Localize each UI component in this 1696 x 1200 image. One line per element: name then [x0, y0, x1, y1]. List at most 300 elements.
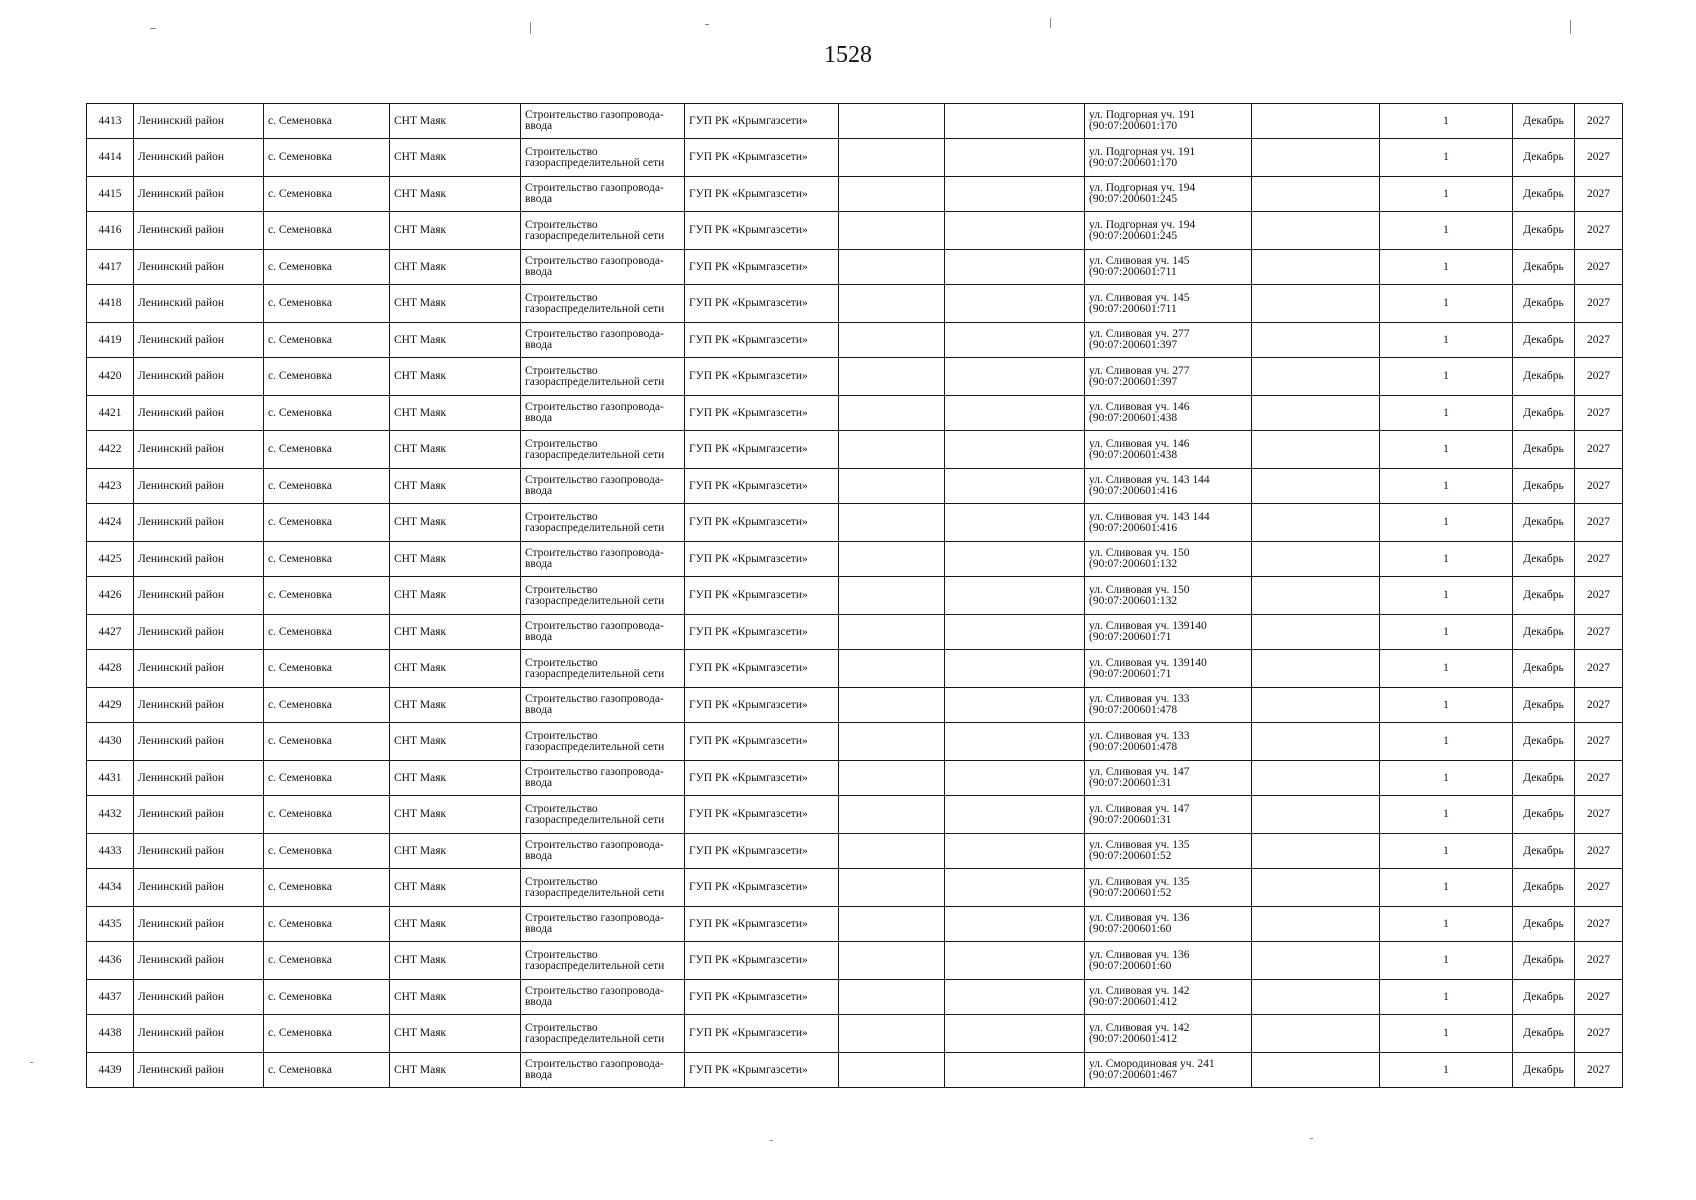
address-cell: ул. Подгорная уч. 194 (90:07:200601:245 [1085, 212, 1252, 250]
empty-cell [839, 942, 945, 980]
district-cell: Ленинский район [134, 869, 264, 907]
empty-cell [945, 577, 1085, 615]
snt-cell: СНТ Маяк [390, 869, 521, 907]
work-type-cell: Строительство газораспределительной сети [521, 796, 685, 834]
month-cell: Декабрь [1513, 139, 1575, 177]
district-cell: Ленинский район [134, 431, 264, 469]
quantity-cell: 1 [1380, 688, 1513, 723]
district-cell: Ленинский район [134, 615, 264, 650]
address-cell: ул. Смородиновая уч. 241 (90:07:200601:467 [1085, 1053, 1252, 1088]
address-cell: ул. Сливовая уч. 145 (90:07:200601:711 [1085, 285, 1252, 323]
table-body [87, 104, 1623, 1088]
table-row [87, 688, 1623, 723]
year-cell: 2027 [1575, 1015, 1623, 1053]
organization-cell: ГУП РК «Крымгазсети» [685, 869, 839, 907]
address-cell: ул. Сливовая уч. 135 (90:07:200601:52 [1085, 869, 1252, 907]
work-type-cell: Строительство газораспределительной сети [521, 139, 685, 177]
work-type-cell: Строительство газопровода-ввода [521, 542, 685, 577]
page-number: 1528 [824, 42, 872, 68]
village-cell: с. Семеновка [264, 1053, 390, 1088]
empty-cell [945, 650, 1085, 688]
empty-cell [1252, 650, 1380, 688]
organization-cell: ГУП РК «Крымгазсети» [685, 358, 839, 396]
organization-cell: ГУП РК «Крымгазсети» [685, 504, 839, 542]
district-cell: Ленинский район [134, 285, 264, 323]
empty-cell [1252, 869, 1380, 907]
year-cell: 2027 [1575, 577, 1623, 615]
organization-cell: ГУП РК «Крымгазсети» [685, 615, 839, 650]
works-table [86, 103, 1623, 1088]
snt-cell: СНТ Маяк [390, 688, 521, 723]
empty-cell [945, 358, 1085, 396]
work-type-cell: Строительство газопровода-ввода [521, 834, 685, 869]
work-type-cell: Строительство газопровода-ввода [521, 615, 685, 650]
empty-cell [839, 834, 945, 869]
snt-cell: СНТ Маяк [390, 796, 521, 834]
row-number-cell: 4422 [87, 431, 134, 469]
table-row [87, 139, 1623, 177]
year-cell: 2027 [1575, 542, 1623, 577]
empty-cell [945, 615, 1085, 650]
work-type-cell: Строительство газопровода-ввода [521, 177, 685, 212]
organization-cell: ГУП РК «Крымгазсети» [685, 212, 839, 250]
table-row [87, 250, 1623, 285]
month-cell: Декабрь [1513, 1015, 1575, 1053]
district-cell: Ленинский район [134, 980, 264, 1015]
year-cell: 2027 [1575, 907, 1623, 942]
year-cell: 2027 [1575, 285, 1623, 323]
empty-cell [945, 723, 1085, 761]
year-cell: 2027 [1575, 723, 1623, 761]
snt-cell: СНТ Маяк [390, 577, 521, 615]
address-cell: ул. Сливовая уч. 150 (90:07:200601:132 [1085, 542, 1252, 577]
year-cell: 2027 [1575, 323, 1623, 358]
snt-cell: СНТ Маяк [390, 1015, 521, 1053]
year-cell: 2027 [1575, 358, 1623, 396]
district-cell: Ленинский район [134, 1015, 264, 1053]
snt-cell: СНТ Маяк [390, 212, 521, 250]
empty-cell [945, 177, 1085, 212]
empty-cell [945, 869, 1085, 907]
work-type-cell: Строительство газопровода-ввода [521, 1053, 685, 1088]
work-type-cell: Строительство газораспределительной сети [521, 212, 685, 250]
table-row [87, 542, 1623, 577]
village-cell: с. Семеновка [264, 688, 390, 723]
organization-cell: ГУП РК «Крымгазсети» [685, 577, 839, 615]
address-cell: ул. Сливовая уч. 142 (90:07:200601:412 [1085, 980, 1252, 1015]
table-row [87, 323, 1623, 358]
organization-cell: ГУП РК «Крымгазсети» [685, 177, 839, 212]
empty-cell [839, 177, 945, 212]
quantity-cell: 1 [1380, 834, 1513, 869]
scan-speck [770, 1140, 773, 1141]
district-cell: Ленинский район [134, 396, 264, 431]
year-cell: 2027 [1575, 104, 1623, 139]
village-cell: с. Семеновка [264, 650, 390, 688]
work-type-cell: Строительство газораспределительной сети [521, 723, 685, 761]
quantity-cell: 1 [1380, 504, 1513, 542]
snt-cell: СНТ Маяк [390, 469, 521, 504]
address-cell: ул. Сливовая уч. 145 (90:07:200601:711 [1085, 250, 1252, 285]
row-number-cell: 4439 [87, 1053, 134, 1088]
village-cell: с. Семеновка [264, 980, 390, 1015]
empty-cell [1252, 469, 1380, 504]
row-number-cell: 4415 [87, 177, 134, 212]
quantity-cell: 1 [1380, 177, 1513, 212]
village-cell: с. Семеновка [264, 942, 390, 980]
empty-cell [1252, 212, 1380, 250]
empty-cell [839, 139, 945, 177]
snt-cell: СНТ Маяк [390, 250, 521, 285]
year-cell: 2027 [1575, 834, 1623, 869]
table-row [87, 1015, 1623, 1053]
organization-cell: ГУП РК «Крымгазсети» [685, 723, 839, 761]
address-cell: ул. Сливовая уч. 147 (90:07:200601:31 [1085, 761, 1252, 796]
quantity-cell: 1 [1380, 285, 1513, 323]
village-cell: с. Семеновка [264, 504, 390, 542]
quantity-cell: 1 [1380, 212, 1513, 250]
empty-cell [1252, 796, 1380, 834]
empty-cell [945, 1015, 1085, 1053]
snt-cell: СНТ Маяк [390, 1053, 521, 1088]
row-number-cell: 4429 [87, 688, 134, 723]
snt-cell: СНТ Маяк [390, 761, 521, 796]
month-cell: Декабрь [1513, 542, 1575, 577]
empty-cell [839, 761, 945, 796]
village-cell: с. Семеновка [264, 104, 390, 139]
organization-cell: ГУП РК «Крымгазсети» [685, 688, 839, 723]
row-number-cell: 4419 [87, 323, 134, 358]
district-cell: Ленинский район [134, 212, 264, 250]
village-cell: с. Семеновка [264, 323, 390, 358]
table-row [87, 650, 1623, 688]
empty-cell [1252, 358, 1380, 396]
empty-cell [1252, 761, 1380, 796]
quantity-cell: 1 [1380, 942, 1513, 980]
scan-speck [1050, 18, 1051, 28]
empty-cell [945, 139, 1085, 177]
organization-cell: ГУП РК «Крымгазсети» [685, 761, 839, 796]
village-cell: с. Семеновка [264, 869, 390, 907]
table-row [87, 980, 1623, 1015]
empty-cell [1252, 104, 1380, 139]
quantity-cell: 1 [1380, 469, 1513, 504]
year-cell: 2027 [1575, 139, 1623, 177]
empty-cell [945, 431, 1085, 469]
empty-cell [945, 469, 1085, 504]
empty-cell [1252, 1015, 1380, 1053]
empty-cell [945, 688, 1085, 723]
empty-cell [839, 104, 945, 139]
empty-cell [839, 504, 945, 542]
empty-cell [839, 1053, 945, 1088]
row-number-cell: 4432 [87, 796, 134, 834]
address-cell: ул. Сливовая уч. 143 144 (90:07:200601:416 [1085, 469, 1252, 504]
empty-cell [1252, 1053, 1380, 1088]
village-cell: с. Семеновка [264, 431, 390, 469]
village-cell: с. Семеновка [264, 250, 390, 285]
address-cell: ул. Сливовая уч. 133 (90:07:200601:478 [1085, 688, 1252, 723]
year-cell: 2027 [1575, 250, 1623, 285]
table-row [87, 834, 1623, 869]
village-cell: с. Семеновка [264, 615, 390, 650]
empty-cell [839, 358, 945, 396]
snt-cell: СНТ Маяк [390, 980, 521, 1015]
empty-cell [1252, 139, 1380, 177]
snt-cell: СНТ Маяк [390, 104, 521, 139]
work-type-cell: Строительство газопровода-ввода [521, 323, 685, 358]
address-cell: ул. Подгорная уч. 191 (90:07:200601:170 [1085, 104, 1252, 139]
row-number-cell: 4416 [87, 212, 134, 250]
empty-cell [1252, 431, 1380, 469]
row-number-cell: 4430 [87, 723, 134, 761]
month-cell: Декабрь [1513, 761, 1575, 796]
year-cell: 2027 [1575, 469, 1623, 504]
scan-speck [30, 1062, 33, 1063]
quantity-cell: 1 [1380, 1053, 1513, 1088]
village-cell: с. Семеновка [264, 396, 390, 431]
empty-cell [1252, 723, 1380, 761]
table-row [87, 615, 1623, 650]
year-cell: 2027 [1575, 942, 1623, 980]
address-cell: ул. Сливовая уч. 136 (90:07:200601:60 [1085, 907, 1252, 942]
district-cell: Ленинский район [134, 469, 264, 504]
empty-cell [839, 650, 945, 688]
year-cell: 2027 [1575, 688, 1623, 723]
scan-speck [530, 22, 531, 34]
village-cell: с. Семеновка [264, 542, 390, 577]
row-number-cell: 4433 [87, 834, 134, 869]
table-row [87, 761, 1623, 796]
scan-speck [1570, 20, 1571, 34]
organization-cell: ГУП РК «Крымгазсети» [685, 1053, 839, 1088]
district-cell: Ленинский район [134, 177, 264, 212]
quantity-cell: 1 [1380, 104, 1513, 139]
village-cell: с. Семеновка [264, 139, 390, 177]
month-cell: Декабрь [1513, 796, 1575, 834]
year-cell: 2027 [1575, 1053, 1623, 1088]
district-cell: Ленинский район [134, 907, 264, 942]
village-cell: с. Семеновка [264, 212, 390, 250]
quantity-cell: 1 [1380, 761, 1513, 796]
table-row [87, 907, 1623, 942]
empty-cell [1252, 177, 1380, 212]
snt-cell: СНТ Маяк [390, 396, 521, 431]
work-type-cell: Строительство газопровода-ввода [521, 469, 685, 504]
scan-speck [150, 28, 156, 29]
table-row [87, 358, 1623, 396]
empty-cell [839, 980, 945, 1015]
row-number-cell: 4418 [87, 285, 134, 323]
work-type-cell: Строительство газопровода-ввода [521, 688, 685, 723]
quantity-cell: 1 [1380, 396, 1513, 431]
empty-cell [945, 1053, 1085, 1088]
organization-cell: ГУП РК «Крымгазсети» [685, 834, 839, 869]
snt-cell: СНТ Маяк [390, 723, 521, 761]
empty-cell [1252, 615, 1380, 650]
month-cell: Декабрь [1513, 285, 1575, 323]
address-cell: ул. Сливовая уч. 136 (90:07:200601:60 [1085, 942, 1252, 980]
table-row [87, 431, 1623, 469]
organization-cell: ГУП РК «Крымгазсети» [685, 469, 839, 504]
table-row [87, 869, 1623, 907]
organization-cell: ГУП РК «Крымгазсети» [685, 650, 839, 688]
row-number-cell: 4417 [87, 250, 134, 285]
address-cell: ул. Сливовая уч. 143 144 (90:07:200601:416 [1085, 504, 1252, 542]
village-cell: с. Семеновка [264, 723, 390, 761]
address-cell: ул. Сливовая уч. 277 (90:07:200601:397 [1085, 323, 1252, 358]
row-number-cell: 4434 [87, 869, 134, 907]
district-cell: Ленинский район [134, 1053, 264, 1088]
quantity-cell: 1 [1380, 615, 1513, 650]
empty-cell [945, 761, 1085, 796]
address-cell: ул. Сливовая уч. 150 (90:07:200601:132 [1085, 577, 1252, 615]
table-row [87, 942, 1623, 980]
empty-cell [839, 1015, 945, 1053]
snt-cell: СНТ Маяк [390, 177, 521, 212]
work-type-cell: Строительство газораспределительной сети [521, 869, 685, 907]
month-cell: Декабрь [1513, 504, 1575, 542]
organization-cell: ГУП РК «Крымгазсети» [685, 907, 839, 942]
empty-cell [945, 212, 1085, 250]
empty-cell [1252, 688, 1380, 723]
month-cell: Декабрь [1513, 577, 1575, 615]
row-number-cell: 4424 [87, 504, 134, 542]
district-cell: Ленинский район [134, 834, 264, 869]
empty-cell [945, 250, 1085, 285]
district-cell: Ленинский район [134, 358, 264, 396]
snt-cell: СНТ Маяк [390, 285, 521, 323]
row-number-cell: 4431 [87, 761, 134, 796]
scan-speck [1310, 1138, 1313, 1139]
month-cell: Декабрь [1513, 723, 1575, 761]
empty-cell [945, 104, 1085, 139]
work-type-cell: Строительство газораспределительной сети [521, 504, 685, 542]
empty-cell [1252, 504, 1380, 542]
district-cell: Ленинский район [134, 323, 264, 358]
empty-cell [839, 907, 945, 942]
work-type-cell: Строительство газопровода-ввода [521, 980, 685, 1015]
quantity-cell: 1 [1380, 723, 1513, 761]
village-cell: с. Семеновка [264, 577, 390, 615]
address-cell: ул. Сливовая уч. 146 (90:07:200601:438 [1085, 431, 1252, 469]
snt-cell: СНТ Маяк [390, 542, 521, 577]
organization-cell: ГУП РК «Крымгазсети» [685, 980, 839, 1015]
empty-cell [1252, 834, 1380, 869]
organization-cell: ГУП РК «Крымгазсети» [685, 285, 839, 323]
table-row [87, 796, 1623, 834]
year-cell: 2027 [1575, 796, 1623, 834]
table-row [87, 723, 1623, 761]
empty-cell [839, 615, 945, 650]
address-cell: ул. Сливовая уч. 135 (90:07:200601:52 [1085, 834, 1252, 869]
district-cell: Ленинский район [134, 542, 264, 577]
row-number-cell: 4435 [87, 907, 134, 942]
year-cell: 2027 [1575, 504, 1623, 542]
quantity-cell: 1 [1380, 323, 1513, 358]
table-row [87, 285, 1623, 323]
snt-cell: СНТ Маяк [390, 907, 521, 942]
empty-cell [945, 542, 1085, 577]
empty-cell [945, 980, 1085, 1015]
village-cell: с. Семеновка [264, 285, 390, 323]
table-row [87, 469, 1623, 504]
work-type-cell: Строительство газораспределительной сети [521, 431, 685, 469]
empty-cell [839, 323, 945, 358]
work-type-cell: Строительство газораспределительной сети [521, 358, 685, 396]
empty-cell [839, 396, 945, 431]
snt-cell: СНТ Маяк [390, 650, 521, 688]
empty-cell [1252, 285, 1380, 323]
row-number-cell: 4425 [87, 542, 134, 577]
row-number-cell: 4423 [87, 469, 134, 504]
snt-cell: СНТ Маяк [390, 139, 521, 177]
address-cell: ул. Сливовая уч. 139140 (90:07:200601:71 [1085, 615, 1252, 650]
empty-cell [839, 577, 945, 615]
quantity-cell: 1 [1380, 980, 1513, 1015]
district-cell: Ленинский район [134, 761, 264, 796]
work-type-cell: Строительство газораспределительной сети [521, 650, 685, 688]
address-cell: ул. Сливовая уч. 147 (90:07:200601:31 [1085, 796, 1252, 834]
month-cell: Декабрь [1513, 250, 1575, 285]
organization-cell: ГУП РК «Крымгазсети» [685, 942, 839, 980]
empty-cell [839, 688, 945, 723]
snt-cell: СНТ Маяк [390, 358, 521, 396]
village-cell: с. Семеновка [264, 907, 390, 942]
empty-cell [839, 869, 945, 907]
quantity-cell: 1 [1380, 139, 1513, 177]
snt-cell: СНТ Маяк [390, 504, 521, 542]
year-cell: 2027 [1575, 396, 1623, 431]
quantity-cell: 1 [1380, 796, 1513, 834]
empty-cell [839, 796, 945, 834]
district-cell: Ленинский район [134, 688, 264, 723]
address-cell: ул. Сливовая уч. 146 (90:07:200601:438 [1085, 396, 1252, 431]
district-cell: Ленинский район [134, 796, 264, 834]
empty-cell [1252, 396, 1380, 431]
table-row [87, 212, 1623, 250]
snt-cell: СНТ Маяк [390, 431, 521, 469]
year-cell: 2027 [1575, 980, 1623, 1015]
row-number-cell: 4428 [87, 650, 134, 688]
district-cell: Ленинский район [134, 104, 264, 139]
work-type-cell: Строительство газораспределительной сети [521, 285, 685, 323]
row-number-cell: 4414 [87, 139, 134, 177]
village-cell: с. Семеновка [264, 177, 390, 212]
empty-cell [945, 285, 1085, 323]
empty-cell [839, 250, 945, 285]
table-row [87, 396, 1623, 431]
district-cell: Ленинский район [134, 504, 264, 542]
district-cell: Ленинский район [134, 139, 264, 177]
village-cell: с. Семеновка [264, 469, 390, 504]
work-type-cell: Строительство газопровода-ввода [521, 250, 685, 285]
row-number-cell: 4427 [87, 615, 134, 650]
district-cell: Ленинский район [134, 577, 264, 615]
year-cell: 2027 [1575, 615, 1623, 650]
month-cell: Декабрь [1513, 688, 1575, 723]
empty-cell [1252, 907, 1380, 942]
table-row [87, 577, 1623, 615]
quantity-cell: 1 [1380, 650, 1513, 688]
quantity-cell: 1 [1380, 250, 1513, 285]
snt-cell: СНТ Маяк [390, 834, 521, 869]
empty-cell [1252, 942, 1380, 980]
month-cell: Декабрь [1513, 942, 1575, 980]
month-cell: Декабрь [1513, 869, 1575, 907]
quantity-cell: 1 [1380, 907, 1513, 942]
month-cell: Декабрь [1513, 212, 1575, 250]
